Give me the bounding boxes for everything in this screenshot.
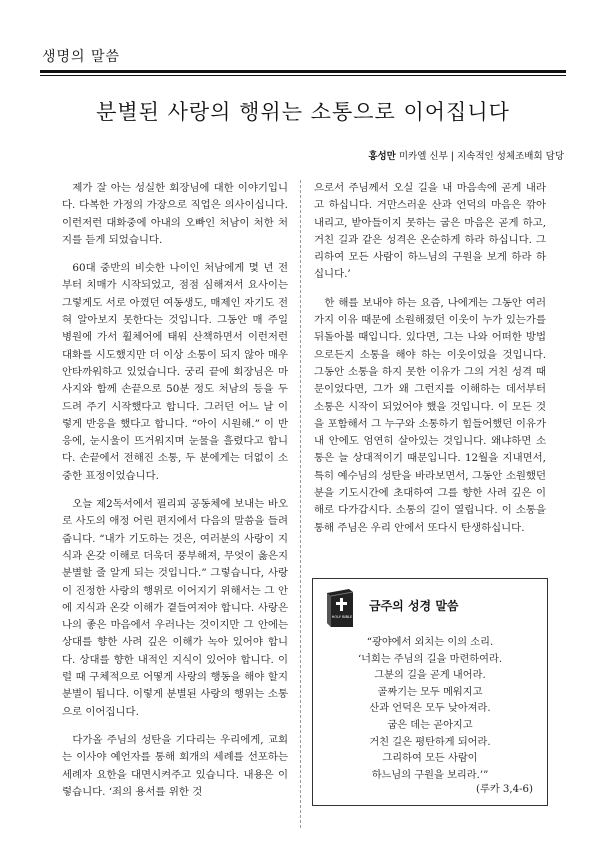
verse-heading: 금주의 성경 말씀	[369, 599, 459, 613]
verse-line: 골짜기는 모두 메워지고	[377, 686, 483, 698]
article-title: 분별된 사랑의 행위는 소통으로 이어집니다	[96, 100, 510, 124]
paragraph: 60대 중반의 비슷한 나이인 처남에게 몇 년 전부터 치매가 시작되었고, 점점 심해져서 요사이는 그렇게도 서로 아꼈던 여동생도, 매제인 자기도 전혀 알아보지 못한다는 것입니다. 그동안 매 주일 병원에 가서 휠체어에 태워 산책하면서 이런저런 대화를 시도했지만 더 이상 소통이 되지 않아 매우 안타까워하고 있었습니다. 궁리 끝에 회장님은 마사지와 함께 손끝으로 50분 정도 처남의 등을 두드려 주기 시작했다고 합니다. 그러던 어느 날 이렇게 반응을 했다고 합니다. “아이 시원해.” 이 반응에, 눈시울이 뜨거워지며 눈물을 흘렸다고 합니다. 손끝에서 전해진 소통, 두 분에게는 더없이 소중한 표정이었습니다.	[62, 262, 288, 482]
verse-lines	[319, 635, 541, 784]
verse-line: 하느님의 구원을 보리라.’”	[371, 769, 489, 781]
header-rule-thick	[40, 70, 566, 73]
verse-line: “광야에서 외치는 이의 소리.	[366, 637, 494, 648]
paragraph: 오늘 제2독서에서 필리피 공동체에 보내는 바오로 사도의 애정 어린 편지에서 다음의 말씀을 들려줍니다. “내가 기도하는 것은, 여러분의 사랑이 지식과 온갖 이해로 더욱더 풍부해져, 무엇이 옳은지 분별할 줄 알게 되는 것입니다.” 그렇습니다, 사랑이 진정한 사랑의 행위로 이어지기 위해서는 그 안에 지식과 온갖 이해가 곁들여져야 합니다. 사랑은 나의 좋은 마음에서 우러나는 것이지만 그 안에는 상대를 향한 사려 깊은 이해가 녹아 있어야 합니다. 상대를 향한 내적인 지식이 있어야 합니다. 이럴 때 구체적으로 어떻게 사랑의 행동을 해야 할지 분별이 됩니다. 이렇게 분별된 사랑의 행위는 소통으로 이어집니다.	[62, 498, 288, 718]
author-detail: 미카엘 신부 | 지속적인 성체조배회 담당	[395, 151, 564, 162]
bible-icon	[323, 587, 357, 629]
verse-line: ‘너희는 주님의 길을 마련하여라.	[357, 653, 503, 665]
author-name: 홍성만	[368, 151, 396, 162]
column-divider	[300, 180, 301, 828]
byline	[368, 148, 564, 162]
verse-line: 산과 언덕은 모두 낮아져라.	[369, 703, 491, 715]
section-label: 생명의 말씀	[42, 49, 121, 65]
verse-line: 굽은 데는 곧아지고	[387, 719, 473, 731]
section-header	[40, 46, 566, 76]
right-column	[314, 180, 546, 548]
paragraph: 으로서 주님께서 오실 길을 내 마음속에 곧게 내라고 하십니다. 거만스러운 산과 언덕의 마음은 깎아내리고, 받아들이지 못하는 굽은 마음은 곧게 하고, 거친 길과 같은 성격은 온순하게 하라 하십니다. 그리하여 모든 사람이 하느님의 구원을 보게 하라 하십니다.’	[314, 182, 546, 281]
verse-line: 그리하여 모든 사람이	[382, 753, 478, 765]
header-rule-thin	[40, 75, 566, 76]
bible-icon-label: HOLY BIBLE	[331, 615, 353, 619]
paragraph: 한 해를 보내야 하는 요즘, 나에게는 그동안 여러 가지 이유 때문에 소원해졌던 이웃이 누가 있는가를 뒤돌아볼 때입니다. 있다면, 그는 나와 어떠한 방법으로든지 소통을 해야 하는 이웃이었을 것입니다. 그동안 소통을 하지 못한 이유가 그의 거친 성격 때문이었다면, 그가 왜 그런지를 이해하는 데서부터 소통은 시작이 되었어야 했을 것입니다. 이 모든 것을 포함해서 그 누구와 소통하기 힘들어했던 이유가 내 안에도 엄연히 살아있는 것입니다. 왜냐하면 소통은 늘 상대적이기 때문입니다. 12월을 지내면서, 특히 예수님의 성탄을 바라보면서, 그동안 소원했던 분을 기도시간에 초대하여 그를 향한 사려 깊은 이해로 다가갑시다. 소통의 길이 열립니다. 이 소통을 통해 주님은 우리 안에서 또다시 탄생하십니다.	[314, 296, 546, 534]
weekly-verse-box	[312, 578, 548, 806]
paragraph: 다가올 주님의 성탄을 기다리는 우리에게, 교회는 이사야 예언자를 통해 회개의 세례를 선포하는 세례자 요한을 대면시켜주고 있습니다. 내용은 이렇습니다. ‘죄의 용서를 위한 것	[62, 733, 288, 798]
verse-line: 거친 길은 평탄하게 되어라.	[369, 736, 491, 748]
verse-line: 그분의 길을 곧게 내어라.	[374, 670, 486, 682]
verse-reference: (루카 3,4-6)	[476, 784, 533, 795]
left-column	[62, 180, 288, 812]
paragraph: 제가 잘 아는 성실한 회장님에 대한 이야기입니다. 다복한 가정의 가장으로 직업은 의사이십니다. 이런저런 대화중에 아내의 오빠인 처남이 처한 처지를 듣게 되었습니다.	[62, 182, 288, 246]
